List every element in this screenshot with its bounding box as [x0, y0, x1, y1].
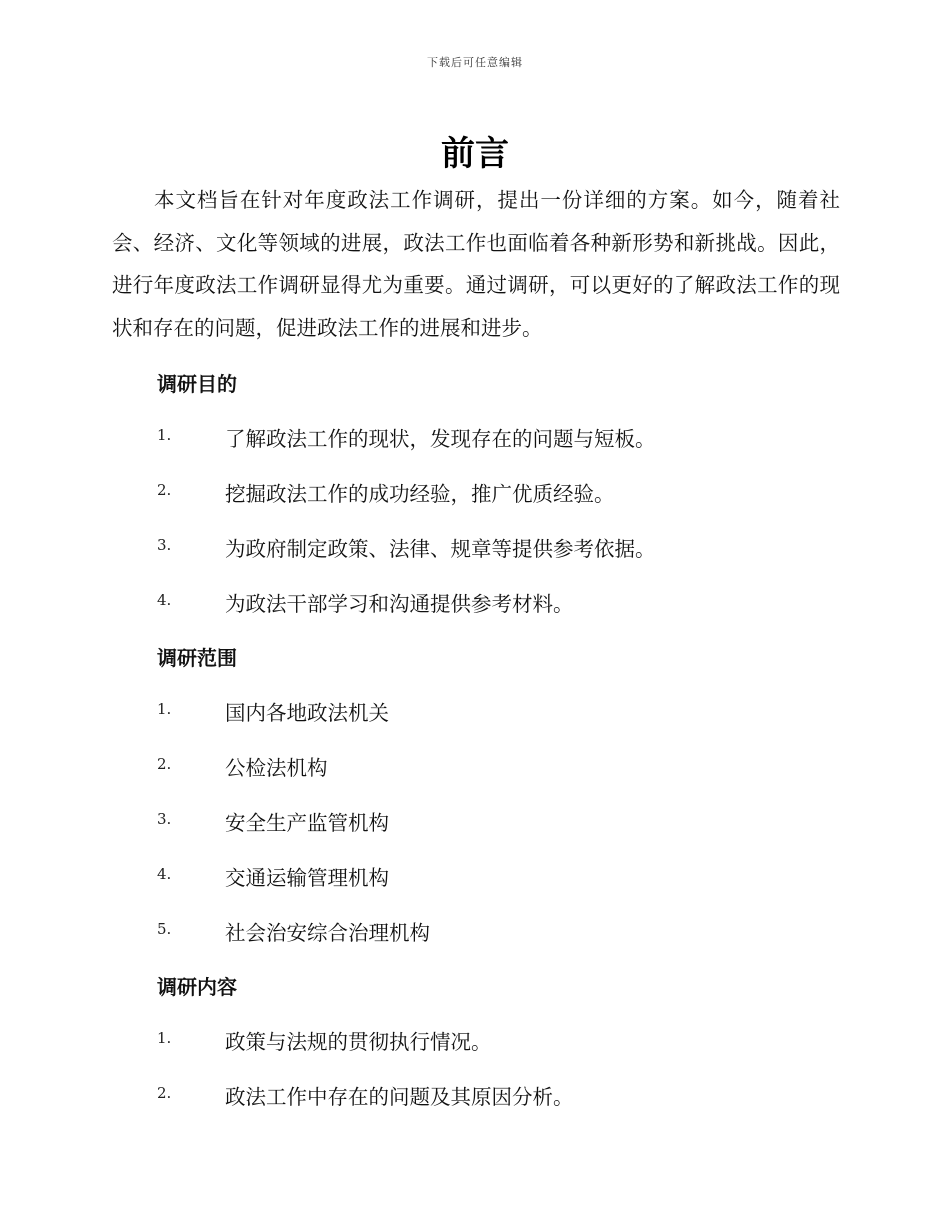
list-item: [157, 751, 837, 781]
list-number: 2.: [157, 1084, 172, 1102]
list-text: 社会治安综合治理机构: [225, 921, 430, 945]
list-number: 5.: [157, 920, 172, 938]
list-number: 3.: [157, 810, 172, 828]
list-item: [157, 1080, 837, 1110]
list-number: 2.: [157, 481, 172, 499]
list-number: 4.: [157, 865, 172, 883]
list-item: [157, 1025, 837, 1055]
header-note: 下载后可任意编辑: [427, 56, 523, 69]
list-item: [157, 422, 837, 452]
list-number: 1.: [157, 700, 172, 718]
list-number: 2.: [157, 755, 172, 773]
section-heading-content: 调研内容: [157, 975, 237, 999]
section-heading-purpose: 调研目的: [157, 372, 237, 396]
list-item: [157, 587, 837, 617]
list-item: [157, 806, 837, 836]
list-text: 了解政法工作的现状，发现存在的问题与短板。: [225, 427, 656, 451]
list-text: 挖掘政法工作的成功经验，推广优质经验。: [225, 482, 615, 506]
list-number: 4.: [157, 591, 172, 609]
list-text: 安全生产监管机构: [225, 811, 389, 835]
intro-paragraph: 本文档旨在针对年度政法工作调研，提出一份详细的方案。如今，随着社会、经济、文化等领域的进展，政法工作也面临着各种新形势和新挑战。因此，进行年度政法工作调研显得尤为重要。通过调研，可以更好的了解政法工作的现状和存在的问题，促进政法工作的进展和进步。: [112, 188, 840, 340]
list-text: 国内各地政法机关: [225, 701, 389, 725]
section-heading-scope: 调研范围: [157, 646, 237, 670]
list-item: [157, 861, 837, 891]
list-text: 政法工作中存在的问题及其原因分析。: [225, 1085, 574, 1109]
page-title: 前言: [441, 134, 509, 174]
list-text: 为政法干部学习和沟通提供参考材料。: [225, 592, 574, 616]
list-text: 为政府制定政策、法律、规章等提供参考依据。: [225, 537, 656, 561]
list-item: [157, 477, 837, 507]
list-number: 3.: [157, 536, 172, 554]
list-number: 1.: [157, 1029, 172, 1047]
list-item: [157, 696, 837, 726]
list-text: 交通运输管理机构: [225, 866, 389, 890]
list-text: 政策与法规的贯彻执行情况。: [225, 1030, 492, 1054]
list-item: [157, 532, 837, 562]
list-item: [157, 916, 837, 946]
list-number: 1.: [157, 426, 172, 444]
list-text: 公检法机构: [225, 756, 328, 780]
